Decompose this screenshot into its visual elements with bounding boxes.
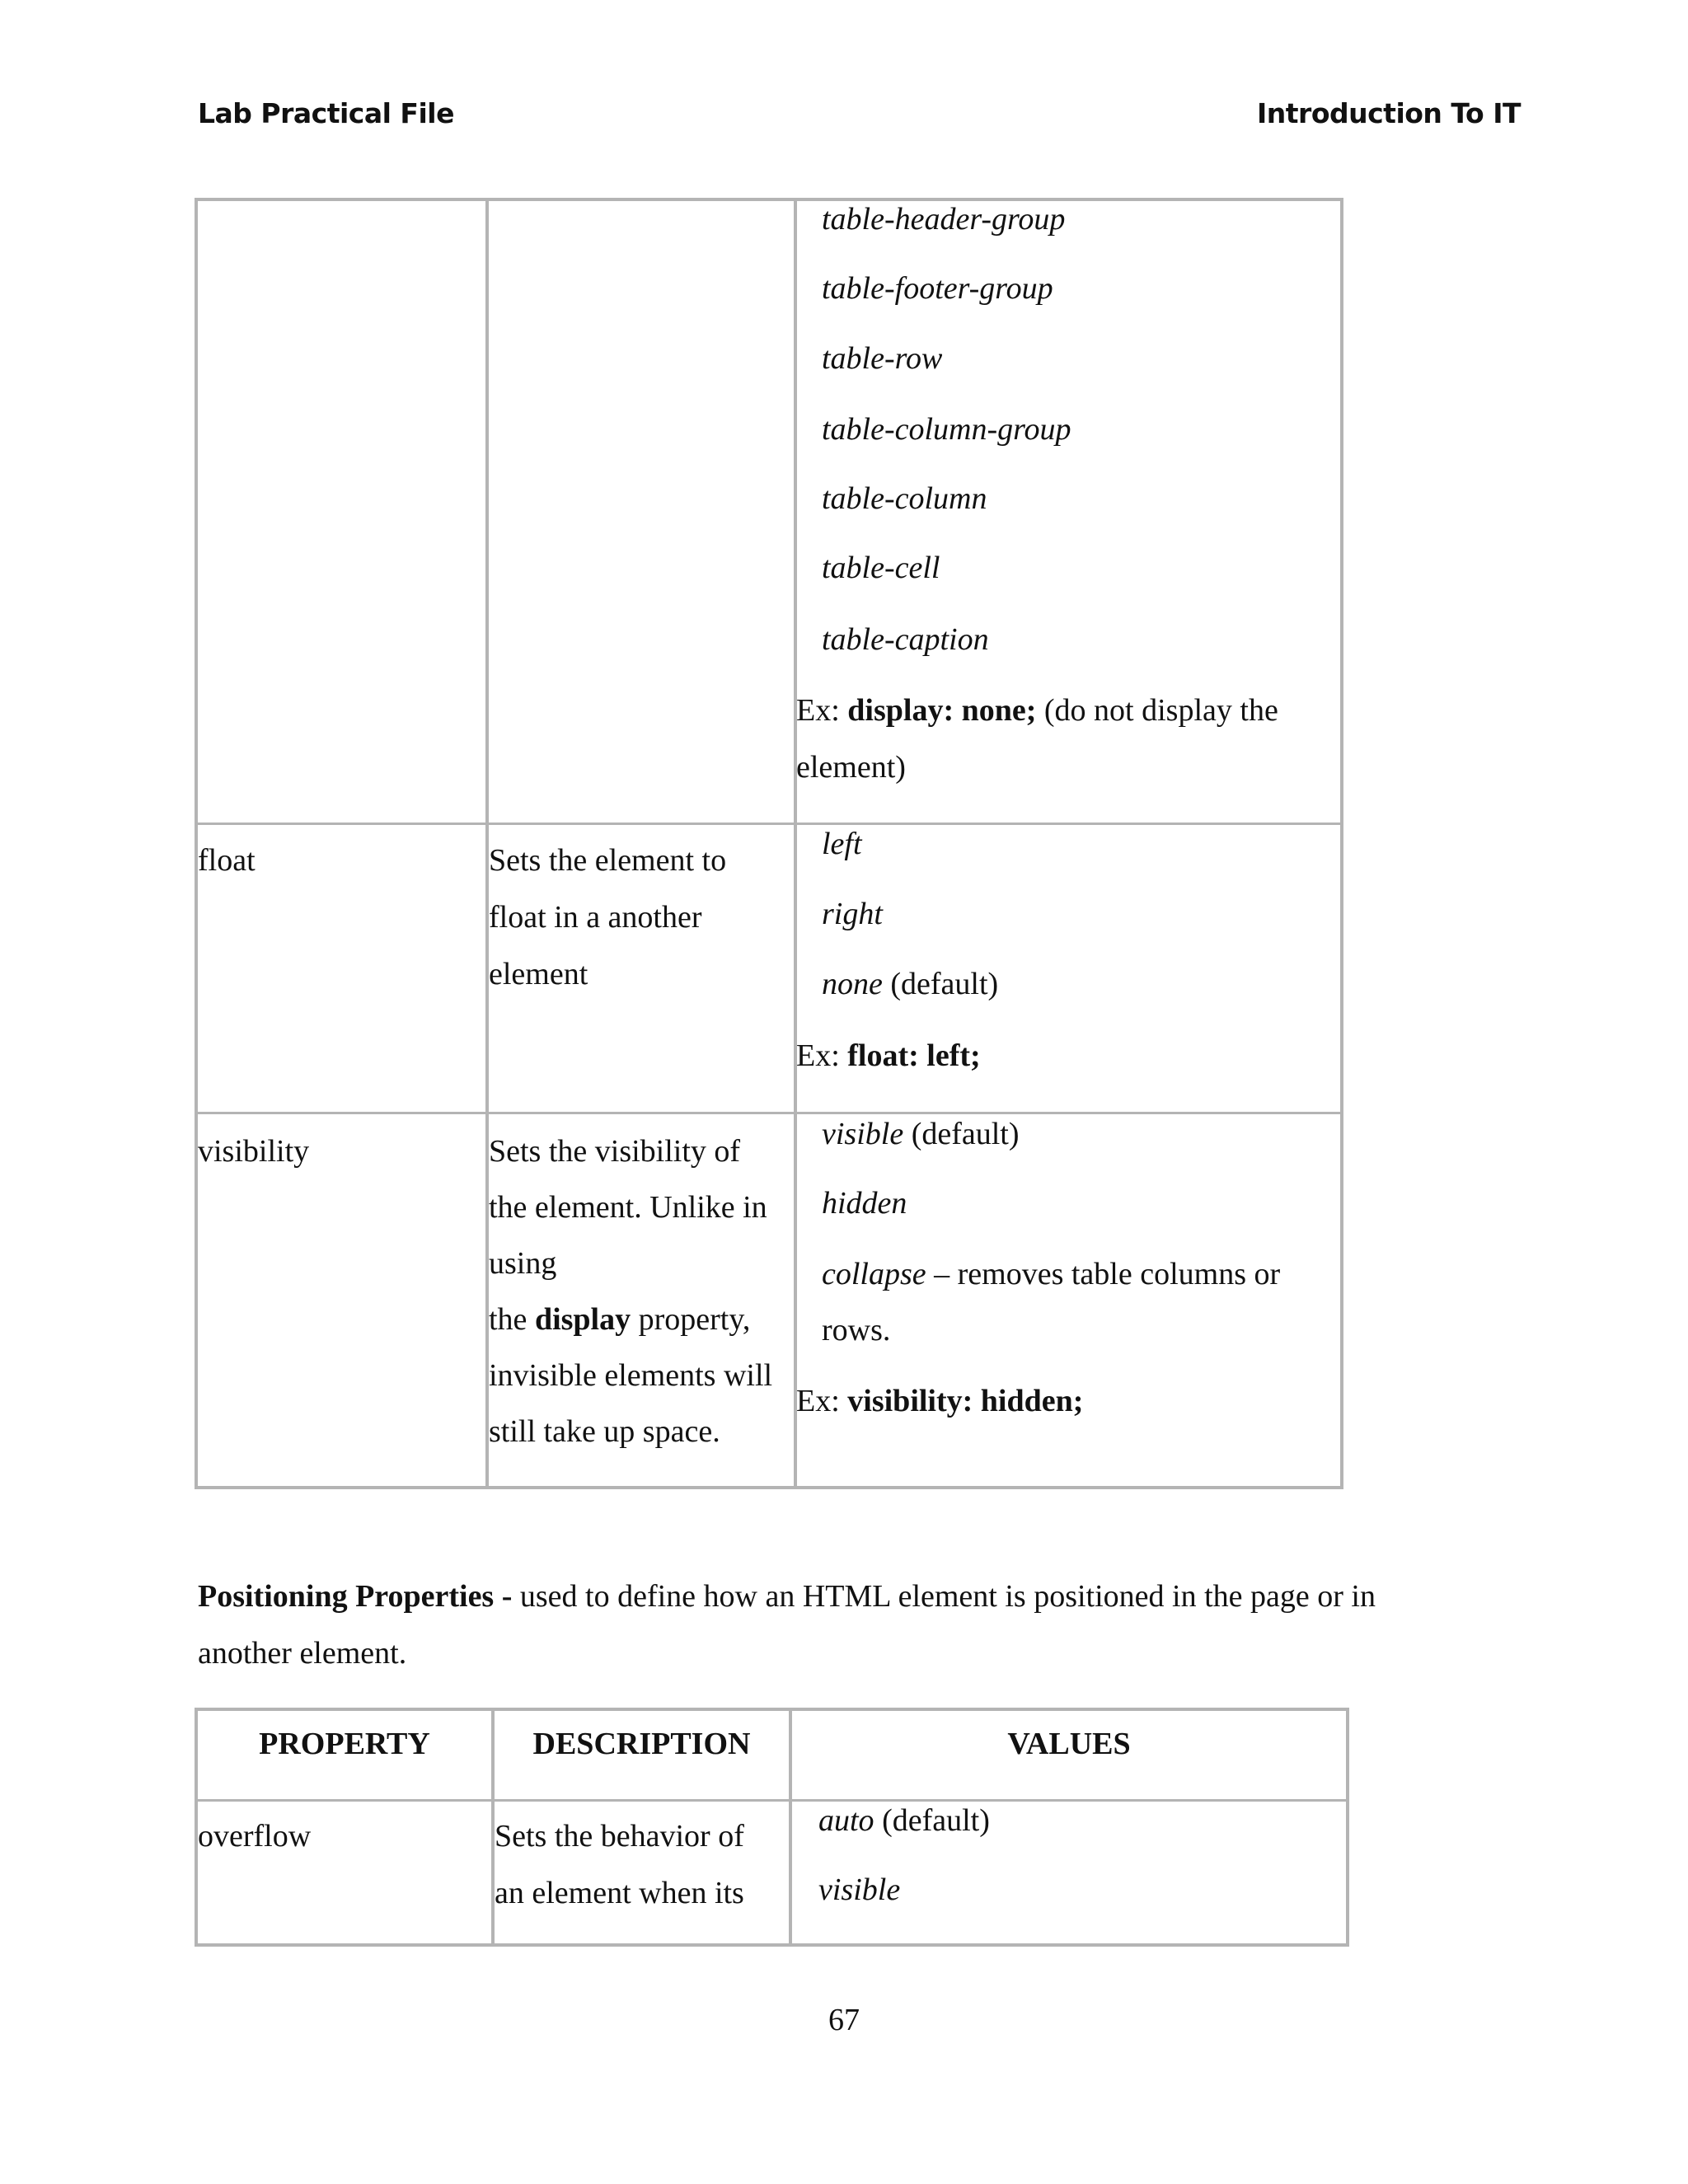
column-header-property: PROPERTY (259, 1727, 430, 1761)
description-bold: display (534, 1302, 631, 1337)
example-line (796, 1040, 981, 1071)
page-number: 67 (828, 2003, 860, 2037)
description-line: using (489, 1246, 557, 1281)
value-collapse: collapse (822, 1257, 926, 1291)
description-line: the element. Unlike in (489, 1190, 767, 1225)
description-line: Sets the behavior of (495, 1819, 744, 1854)
description-line: still take up space. (489, 1414, 720, 1449)
table2-border-right (1346, 1708, 1349, 1947)
example-code: display: none; (847, 693, 1037, 728)
positioning-heading: Positioning Properties - (198, 1579, 513, 1614)
table1-col-divider (794, 198, 797, 1489)
collapse-note-line2: rows. (822, 1313, 891, 1347)
value-auto: auto (818, 1803, 874, 1838)
value-item-collapse (822, 1258, 1280, 1290)
example-prefix: Ex: (796, 1038, 840, 1073)
header-right-title: Introduction To IT (1257, 97, 1521, 129)
value-item: table-caption (822, 622, 989, 657)
example-line (796, 1385, 1083, 1417)
example-prefix: Ex: (796, 1384, 840, 1418)
property-name: visibility (198, 1134, 310, 1169)
table1-row-divider (195, 823, 1343, 825)
table1-border-bottom (195, 1486, 1343, 1489)
positioning-paragraph-line1 (198, 1581, 1376, 1612)
value-item: left (822, 827, 862, 861)
example-line-2: element) (796, 750, 906, 785)
column-header-description: DESCRIPTION (532, 1727, 751, 1761)
example-code: float: left; (847, 1038, 981, 1073)
value-item: table-column (822, 481, 987, 516)
table1-border-top (195, 198, 1343, 201)
example-note: (do not display the (1043, 693, 1278, 728)
property-name: float (198, 843, 256, 878)
default-note: (default) (911, 1117, 1020, 1151)
value-visible: visible (818, 1872, 901, 1907)
description-text: property, (638, 1302, 751, 1337)
description-line: float in a another (489, 900, 702, 935)
value-item: table-header-group (822, 202, 1066, 237)
example-code: visibility: hidden; (847, 1384, 1084, 1418)
value-item-default (822, 1118, 1020, 1150)
column-header-values: VALUES (1007, 1727, 1131, 1761)
description-text: the (489, 1302, 528, 1337)
table2-border-top (195, 1708, 1349, 1711)
positioning-paragraph-line2: another element. (198, 1636, 407, 1671)
table2-border-bottom (195, 1943, 1349, 1947)
description-line (489, 1304, 750, 1335)
value-item: right (822, 897, 883, 931)
example-prefix: Ex: (796, 693, 840, 728)
value-item: table-column-group (822, 412, 1071, 447)
value-item: table-footer-group (822, 271, 1053, 306)
value-item: table-cell (822, 551, 940, 585)
value-item: table-row (822, 341, 943, 376)
description-line: invisible elements will (489, 1358, 773, 1393)
example-line (796, 695, 1278, 726)
value-item-default (822, 968, 998, 1000)
table1-row-divider (195, 1112, 1343, 1114)
collapse-note: – removes table columns or (934, 1257, 1281, 1291)
property-name: overflow (198, 1819, 312, 1854)
positioning-text: used to define how an HTML element is positioned in the page or in (519, 1579, 1376, 1614)
value-none: none (822, 967, 883, 1001)
description-line: an element when its (495, 1876, 744, 1910)
value-hidden: hidden (822, 1186, 907, 1221)
description-line: Sets the element to (489, 843, 727, 878)
header-left-title: Lab Practical File (198, 97, 454, 129)
table2-header-divider (195, 1799, 1349, 1802)
value-item-default (818, 1805, 990, 1836)
default-note: (default) (882, 1803, 990, 1838)
table1-border-right (1340, 198, 1343, 1489)
value-visible: visible (822, 1117, 904, 1151)
default-note: (default) (890, 967, 999, 1001)
description-line: Sets the visibility of (489, 1134, 741, 1169)
description-line: element (489, 957, 588, 991)
